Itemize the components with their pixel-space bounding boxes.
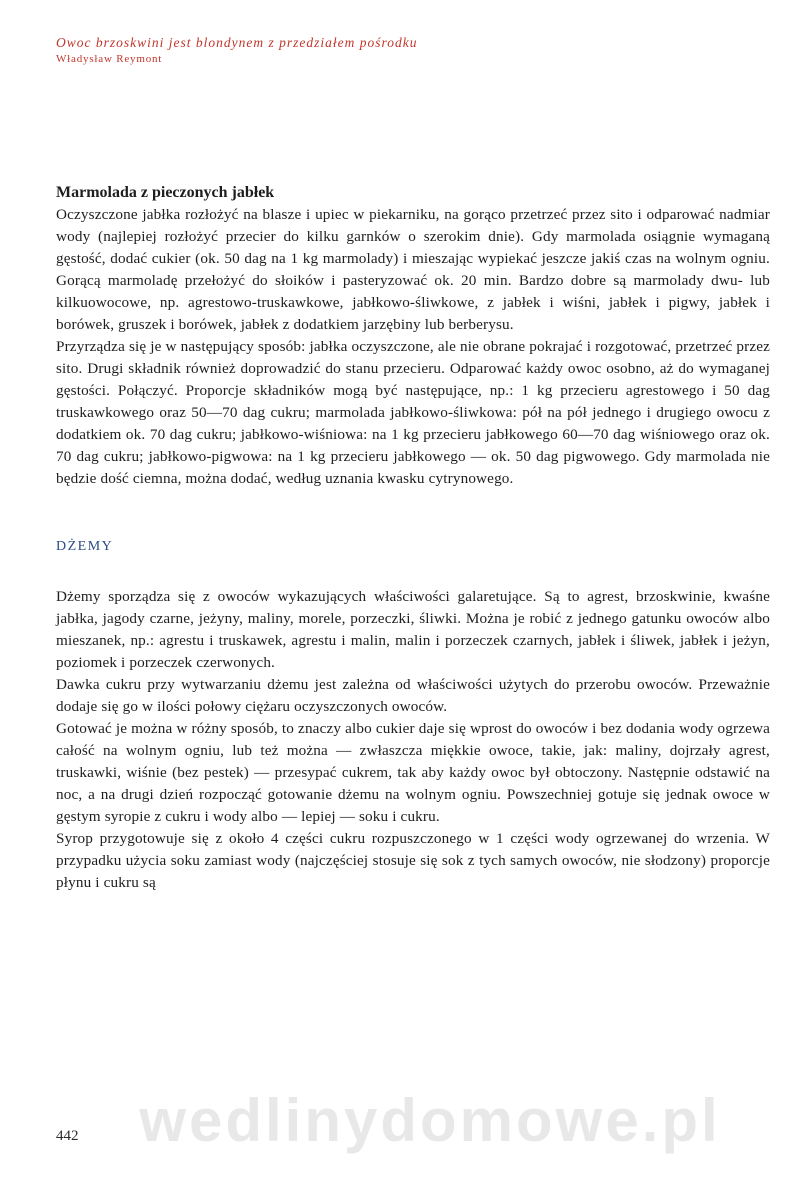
section-paragraph: Syrop przygotowuje się z około 4 części cukru rozpuszczonego w 1 części wody ogrzewanej do wrzenia. W przypadku użycia soku zamiast wody (najczęściej stosuje się sok z tych samych owoców, nie słodzony) proporcje płynu i cukru są xyxy=(56,830,770,891)
section-paragraph: Gotować je można w różny sposób, to znaczy albo cukier daje się wprost do owoców i bez dodania wody ogrzewa całość na wolnym ogniu, lub też można — zwłaszcza miękkie owoce, takie, jak: maliny, dojrzały agrest, truskawki, wiśnie (bez pestek) — przesypać cukrem, tak aby każdy owoc był obtoczony. Następnie odstawić na noc, a na drugi dzień rozpocząć gotowanie dżemu na wolnym ogniu. Powszechniej gotuje się jednak owoce w gęstym syropie z cukru i wody albo — lepiej — soku i cukru. xyxy=(56,720,770,825)
epigraph xyxy=(56,34,516,66)
recipe-title: Marmolada z pieczonych jabłek xyxy=(56,184,275,201)
watermark: wedlinydomowe.pl xyxy=(139,1087,721,1154)
section-paragraph: Dżemy sporządza się z owoców wykazujących właściwości galaretujące. Są to agrest, brzoskwinie, kwaśne jabłka, jagody czarne, jeżyny, maliny, morele, porzeczki, śliwki. Można je robić z jednego gatunku owoców albo mieszanek, np.: agrestu i truskawek, agrestu i malin, malin i porzeczek czarnych, jabłek i śliwek, jabłek i jeżyn, poziomek i porzeczek czerwonych. xyxy=(56,588,770,671)
recipe-paragraph: Przyrządza się je w następujący sposób: jabłka oczyszczone, ale nie obrane pokrajać i rozgotować, przetrzeć przez sito. Drugi składnik również doprowadzić do stanu przecieru. Odparować każdy owoc osobno, aż do wymaganej gęstości. Połączyć. Proporcje składników mogą być następujące, np.: 1 kg przecieru agrestowego i 50 dag truskawkowego oraz 50—70 dag cukru; marmolada jabłkowo-śliwkowa: pół na pół jednego i drugiego owocu z dodatkiem ok. 70 dag cukru; jabłkowo-wiśniowa: na 1 kg przecieru jabłkowego 60—70 dag wiśniowego oraz ok. 70 dag cukru; jabłkowo-pigwowa: na 1 kg przecieru jabłkowego — ok. 50 dag pigwowego. Gdy marmolada nie będzie dość ciemna, można dodać, według uznania kwasku cytrynowego. xyxy=(56,338,770,487)
recipe-paragraph: Oczyszczone jabłka rozłożyć na blasze i upiec w piekarniku, na gorąco przetrzeć przez sito i odparować nadmiar wody (najlepiej rozłożyć przecier do kilku garnków o szerokim dnie). Gdy marmolada osiągnie wymaganą gęstość, dodać cukier (ok. 50 dag na 1 kg marmolady) i mieszając wypiekać jeszcze jakiś czas na wolnym ogniu. Gorącą marmoladę przełożyć do słoików i pasteryzować ok. 20 min. Bardzo dobre są marmolady dwu- lub kilkuowocowe, np. agrestowo-truskawkowe, jabłkowo-śliwkowe, z jabłek i wiśni, jabłek i pigwy, jabłek i borówek, gruszek i borówek, jabłek z dodatkiem jarzębiny lub berberysu. xyxy=(56,206,770,333)
page-number: 442 xyxy=(56,1128,79,1144)
section-paragraph: Dawka cukru przy wytwarzaniu dżemu jest zależna od właściwości użytych do przerobu owoców. Przeważnie dodaje się go w ilości połowy ciężaru oczyszczonych owoców. xyxy=(56,676,770,715)
page-content xyxy=(56,182,770,894)
section-title: DŻEMY xyxy=(56,539,114,554)
epigraph-quote: Owoc brzoskwini jest blondynem z przedziałem pośrodku xyxy=(56,35,418,50)
epigraph-author: Władysław Reymont xyxy=(56,53,163,65)
